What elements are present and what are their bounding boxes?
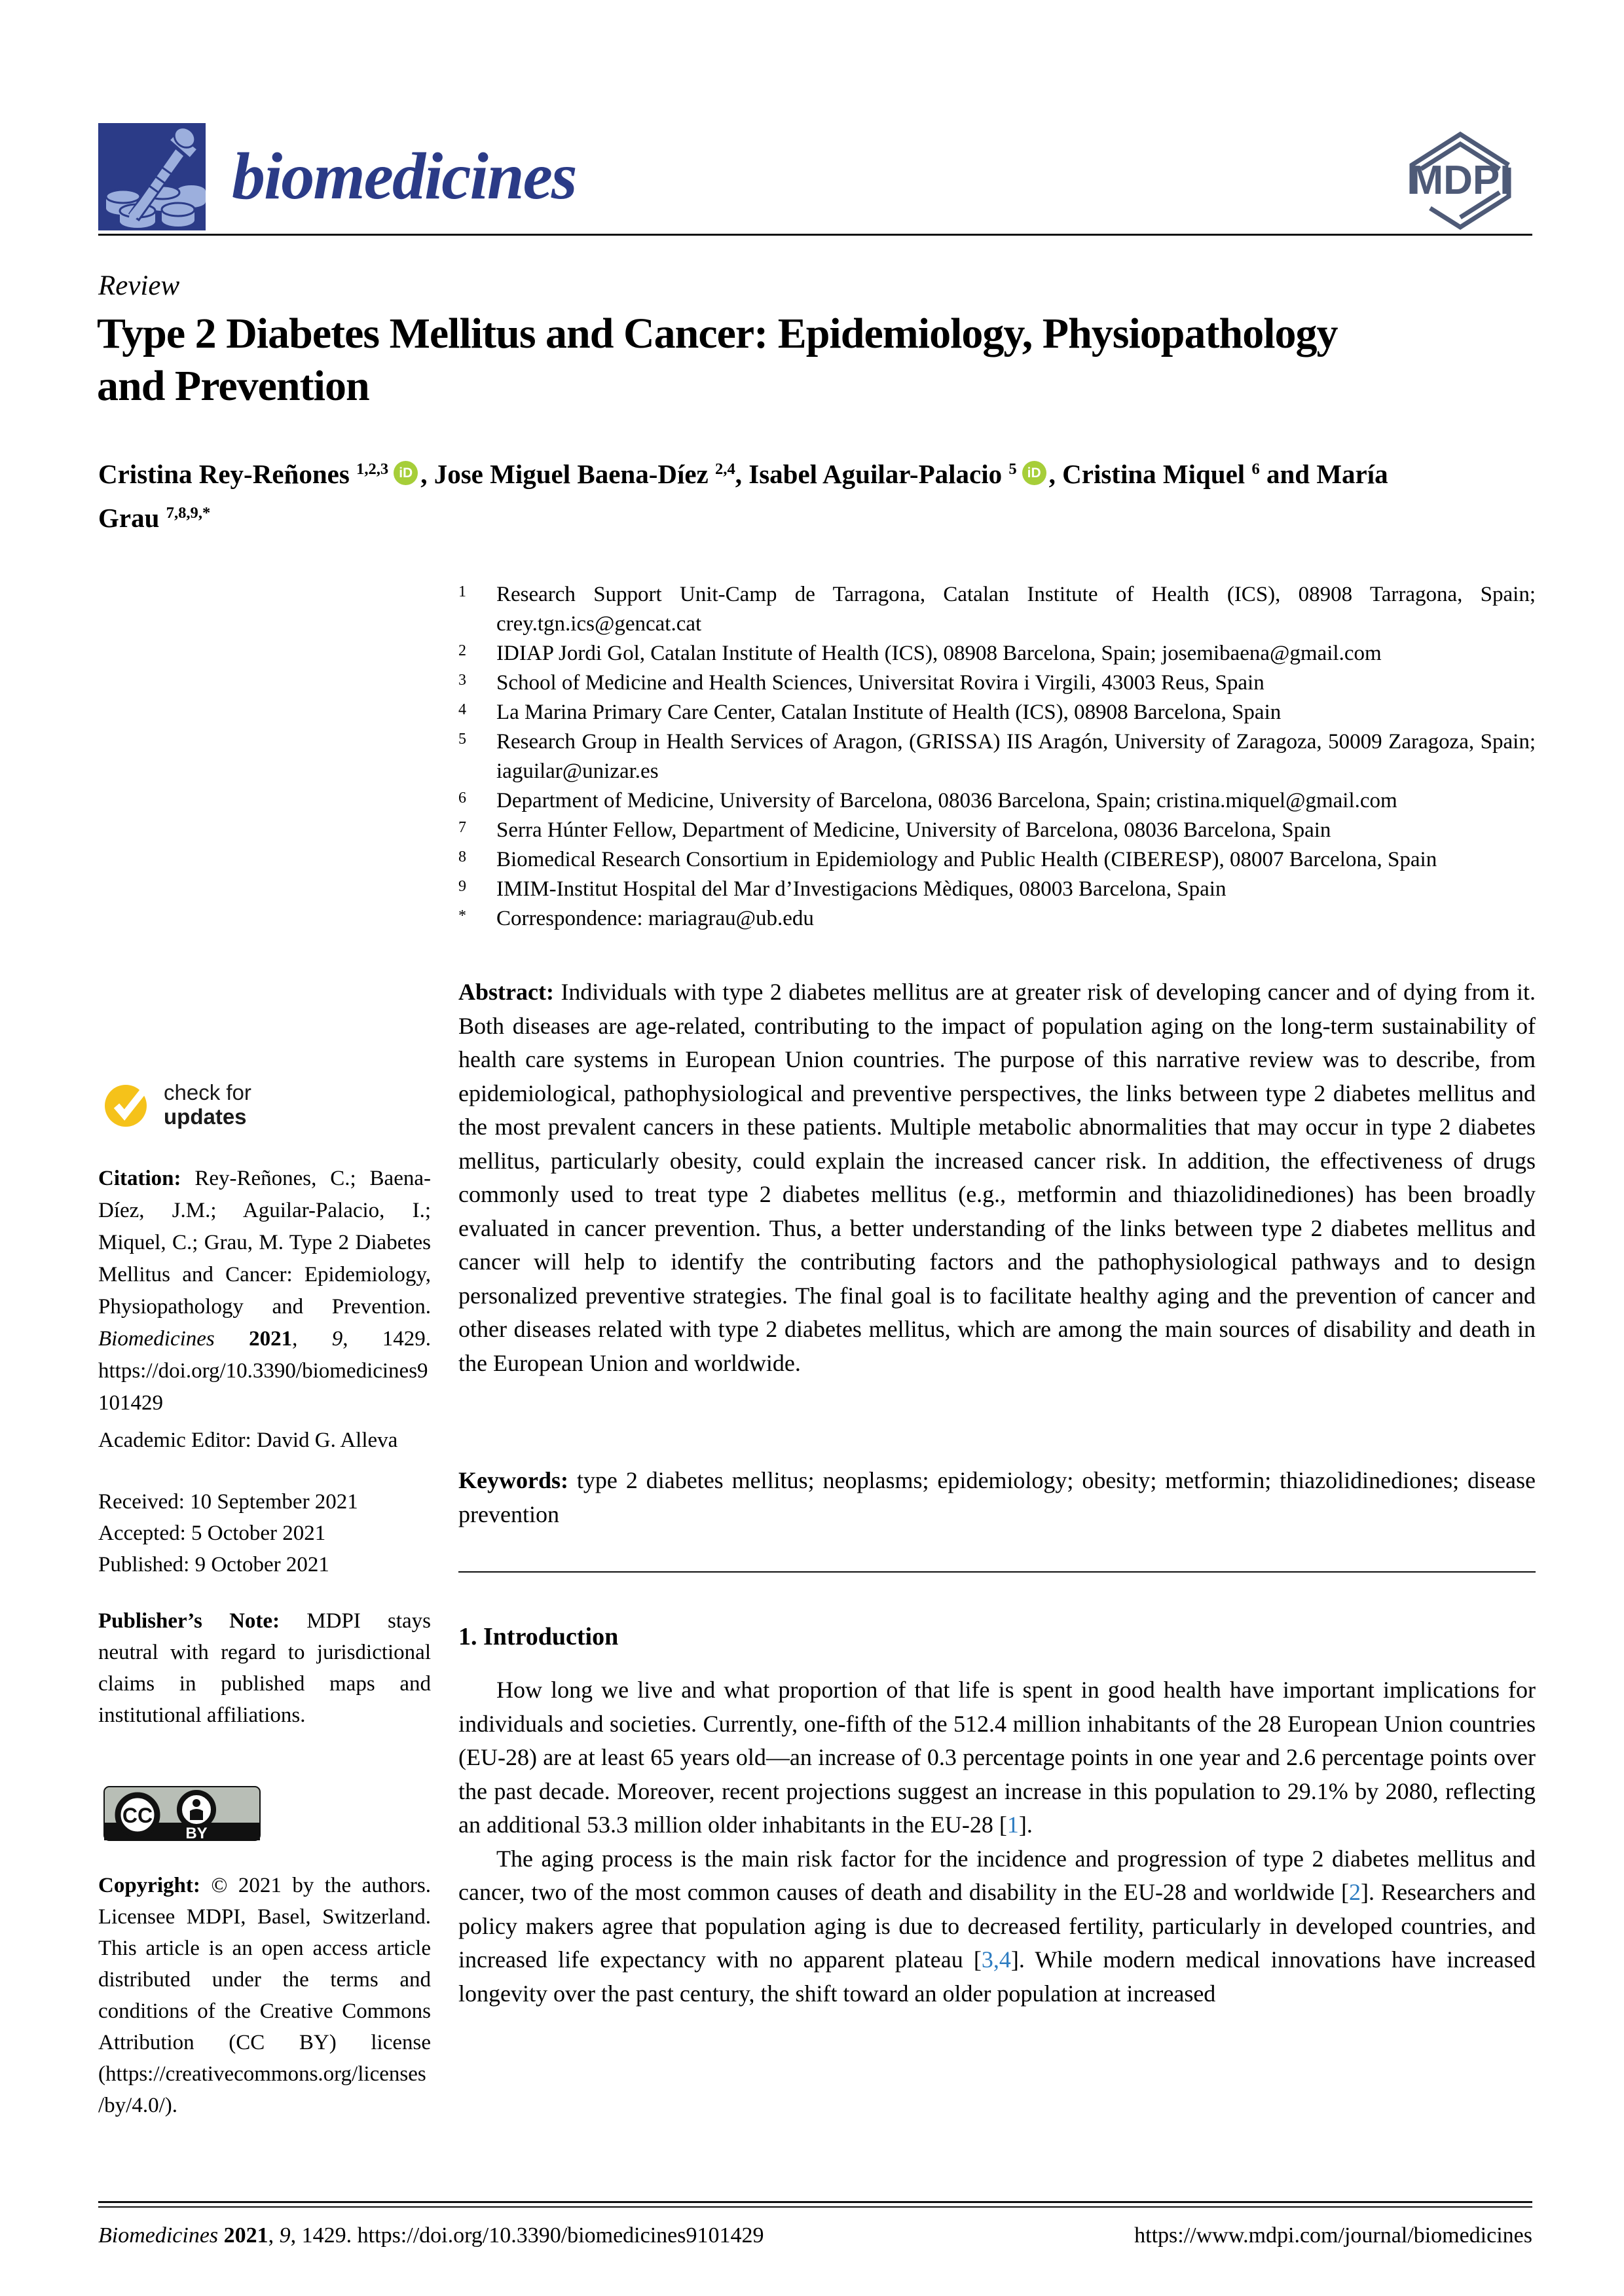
text-segment: © 2021 by the authors. Licensee MDPI, Basel, Switzerland. This article is an open access article distributed under the terms and conditions of the Creative Commons Attribution (CC BY) license (https://creativecommons.org/licenses/by/4.0/). — [98, 1874, 431, 2117]
affiliation-item — [458, 816, 1536, 845]
text-segment: , 1429. https://doi.org/10.3390/biomedicines9101429 — [290, 2223, 764, 2248]
publishers-note — [98, 1605, 431, 1731]
authors-line — [98, 454, 1401, 542]
text-segment: 9 — [279, 2223, 291, 2248]
mdpi-logo-text: MDPI — [1409, 158, 1511, 203]
affiliation-list — [458, 580, 1536, 934]
text-segment: ]. While modern medical innovations have increased longevity over the past century, the shift toward an older population at increased — [458, 1946, 1536, 2007]
check-for-updates-badge[interactable] — [103, 1080, 251, 1129]
svg-text:BY: BY — [185, 1825, 208, 1841]
intro-paragraph-2 — [458, 1842, 1536, 2011]
text-segment: MDPI stays neutral with regard to jurisdictional claims in published maps and institutional affiliations. — [98, 1609, 431, 1727]
text-segment: 7,8,9,* — [166, 504, 211, 522]
citation-block — [98, 1163, 431, 1419]
text-segment: , — [292, 1327, 332, 1351]
page-footer — [98, 2223, 1532, 2248]
published-date: Published: 9 October 2021 — [98, 1553, 329, 1576]
academic-editor: Academic Editor: David G. Alleva — [98, 1429, 398, 1452]
affiliation-number: 9 — [458, 878, 466, 895]
section-divider — [458, 1571, 1536, 1573]
footer-journal-ref[interactable] — [98, 2223, 764, 2248]
affiliation-text: Serra Húnter Fellow, Department of Medicine, University of Barcelona, 08036 Barcelona, Spain — [496, 818, 1331, 842]
history-dates — [98, 1486, 431, 1580]
affiliation-number: 1 — [458, 583, 466, 600]
affiliation-text: Correspondence: mariagrau@ub.edu — [496, 907, 814, 930]
citation-ref[interactable]: 3,4 — [981, 1946, 1011, 1973]
text-segment: Copyright: — [98, 1874, 212, 1897]
text-segment: , Jose Miguel Baena-Díez — [420, 459, 715, 489]
introduction-body — [458, 1673, 1536, 2011]
affiliation-number: 5 — [458, 731, 466, 748]
text-segment: Cristina Rey-Reñones — [98, 459, 357, 489]
text-segment: 2021 — [223, 2223, 268, 2248]
text-segment: Rey-Reñones, C.; Baena-Díez, J.M.; Aguilar-Palacio, I.; Miquel, C.; Grau, M. Type 2 Diabetes Mellitus and Cancer: Epidemiology, Physiopathology and Prevention. — [98, 1167, 431, 1319]
received-date: Received: 10 September 2021 — [98, 1490, 358, 1514]
text-segment: , — [268, 2223, 280, 2248]
biomedicines-logo-icon — [98, 123, 206, 230]
citation-ref[interactable]: 1 — [1006, 1812, 1019, 1838]
affiliation-text: Research Support Unit-Camp de Tarragona, Catalan Institute of Health (ICS), 08908 Tarragona, Spain; crey.tgn.ics@gencat.cat — [496, 583, 1536, 636]
person-icon — [179, 1793, 213, 1827]
abstract — [458, 975, 1536, 1380]
affiliation-text: Department of Medicine, University of Barcelona, 08036 Barcelona, Spain; cristina.miquel@gmail.com — [496, 789, 1397, 812]
affiliation-number: 2 — [458, 642, 466, 659]
affiliation-text: La Marina Primary Care Center, Catalan Institute of Health (ICS), 08908 Barcelona, Spain — [496, 701, 1282, 724]
copyright-block — [98, 1870, 431, 2121]
text-segment: How long we live and what proportion of that life is spent in good health have important implications for individuals and societies. Currently, one-fifth of the 512.4 million inhabitants of the 28 European Union countries (EU-28) are at least 65 years old—an increase of 0.3 percentage points in one year and 2.6 percentage points over the past decade. Moreover, recent projections suggest an increase in this population to 29.1% by 2080, reflecting an additional 53.3 million older inhabitants in the EU-28 [ — [458, 1677, 1536, 1838]
affiliation-item — [458, 875, 1536, 904]
affiliation-item — [458, 786, 1536, 816]
text-segment: 2,4 — [715, 460, 735, 479]
affiliation-number: * — [458, 907, 466, 924]
affiliation-text: IDIAP Jordi Gol, Catalan Institute of Health (ICS), 08908 Barcelona, Spain; josemibaena@gmail.com — [496, 642, 1382, 665]
intro-paragraph-1 — [458, 1673, 1536, 1842]
text-segment: , Cristina Miquel — [1048, 459, 1252, 489]
check-icon — [103, 1081, 151, 1128]
text-segment: 2021 — [249, 1327, 293, 1351]
text-segment: type 2 diabetes mellitus; neoplasms; epidemiology; obesity; metformin; thiazolidinediones; disease prevention — [458, 1467, 1536, 1527]
text-segment: ]. — [1018, 1812, 1033, 1838]
text-segment: , 1429. https://doi.org/10.3390/biomedicines9101429 — [98, 1327, 432, 1415]
text-segment: Abstract: — [458, 979, 561, 1005]
citation-ref[interactable]: 2 — [1349, 1879, 1361, 1905]
orcid-icon[interactable]: iD — [1022, 461, 1046, 485]
affiliation-number: 8 — [458, 848, 466, 866]
text-segment: Biomedicines — [98, 2223, 224, 2248]
affiliation-item — [458, 727, 1536, 786]
affiliation-number: 3 — [458, 672, 466, 689]
section-heading-introduction: 1. Introduction — [458, 1623, 619, 1650]
text-segment: Individuals with type 2 diabetes mellitus are at greater risk of developing cancer and of dying from it. Both diseases are age-related, contributing to the impact of population aging on the long-term sustainability of health care systems in European Union countries. The purpose of this narrative review was to describe, from epidemiological, pathophysiological and preventive perspectives, the links between type 2 diabetes mellitus and the most prevalent cancers in these patients. Multiple metabolic abnormalities that may occur in type 2 diabetes mellitus, particularly obesity, could explain the increased cancer risk. In addition, the effectiveness of drugs commonly used to treat type 2 diabetes mellitus (e.g., metformin and thiazolidinediones) has been broadly evaluated in cancer prevention. Thus, a better understanding of the links between type 2 diabetes mellitus and cancer will help to identify the contributing factors and the pathophysiological pathways and to design personalized preventive strategies. The final goal is to facilitate healthy aging and the prevention of cancer and other diseases related with type 2 diabetes mellitus, which are among the main sources of disability and death in the European Union and worldwide. — [458, 979, 1536, 1376]
header-rule — [98, 234, 1532, 236]
footer-rule — [98, 2201, 1532, 2208]
accepted-date: Accepted: 5 October 2021 — [98, 1522, 326, 1545]
text-segment: 9 — [331, 1327, 343, 1351]
affiliation-text: School of Medicine and Health Sciences, Universitat Rovira i Virgili, 43003 Reus, Spain — [496, 671, 1264, 695]
text-segment: Publisher’s Note: — [98, 1609, 307, 1633]
text-segment: Keywords: — [458, 1467, 577, 1493]
cc-by-badge[interactable] — [103, 1786, 261, 1841]
affiliation-item — [458, 845, 1536, 875]
text-segment: and María Grau — [98, 459, 1388, 533]
affiliation-text: Biomedical Research Consortium in Epidemiology and Public Health (CIBERESP), 08007 Barcelona, Spain — [496, 848, 1437, 871]
affiliation-item — [458, 904, 1536, 934]
check-for-updates-label: check for updates — [164, 1080, 251, 1129]
text-segment: The aging process is the main risk factor for the incidence and progression of type 2 diabetes mellitus and cancer, two of the most common causes of death and disability in the EU-28 and worldwide [ — [458, 1845, 1536, 1905]
affiliation-number: 6 — [458, 790, 466, 807]
svg-text:CC: CC — [122, 1804, 153, 1827]
article-type: Review — [98, 270, 180, 301]
text-segment: ]. Researchers and policy makers agree that population aging is due to decreased fertility, particularly in developed countries, and increased life expectancy with no apparent plateau [ — [458, 1879, 1536, 1973]
mdpi-logo — [1390, 128, 1531, 233]
affiliation-number: 7 — [458, 819, 466, 836]
page-title: Type 2 Diabetes Mellitus and Cancer: Epidemiology, Physiopathology and Prevention — [97, 310, 1338, 410]
text-segment: 6 — [1251, 460, 1260, 479]
affiliation-item — [458, 698, 1536, 727]
text-segment: 5 — [1008, 460, 1017, 479]
text-segment: Biomedicines — [98, 1327, 249, 1351]
affiliation-item — [458, 580, 1536, 639]
journal-wordmark: biomedicines — [232, 139, 576, 213]
affiliation-number: 4 — [458, 701, 466, 718]
footer-journal-url[interactable]: https://www.mdpi.com/journal/biomedicines — [1134, 2223, 1532, 2248]
affiliation-text: Research Group in Health Services of Aragon, (GRISSA) IIS Aragón, University of Zaragoza, 50009 Zaragoza, Spain; iaguilar@unizar.es — [496, 730, 1536, 783]
journal-header — [98, 123, 576, 230]
text-segment: , Isabel Aguilar-Palacio — [735, 459, 1009, 489]
affiliation-item — [458, 668, 1536, 698]
text-segment: 1,2,3 — [356, 460, 389, 479]
affiliation-item — [458, 639, 1536, 668]
keywords — [458, 1464, 1536, 1531]
orcid-icon[interactable]: iD — [394, 461, 418, 485]
text-segment: Citation: — [98, 1167, 195, 1190]
affiliation-text: IMIM-Institut Hospital del Mar d’Investigacions Mèdiques, 08003 Barcelona, Spain — [496, 877, 1227, 901]
